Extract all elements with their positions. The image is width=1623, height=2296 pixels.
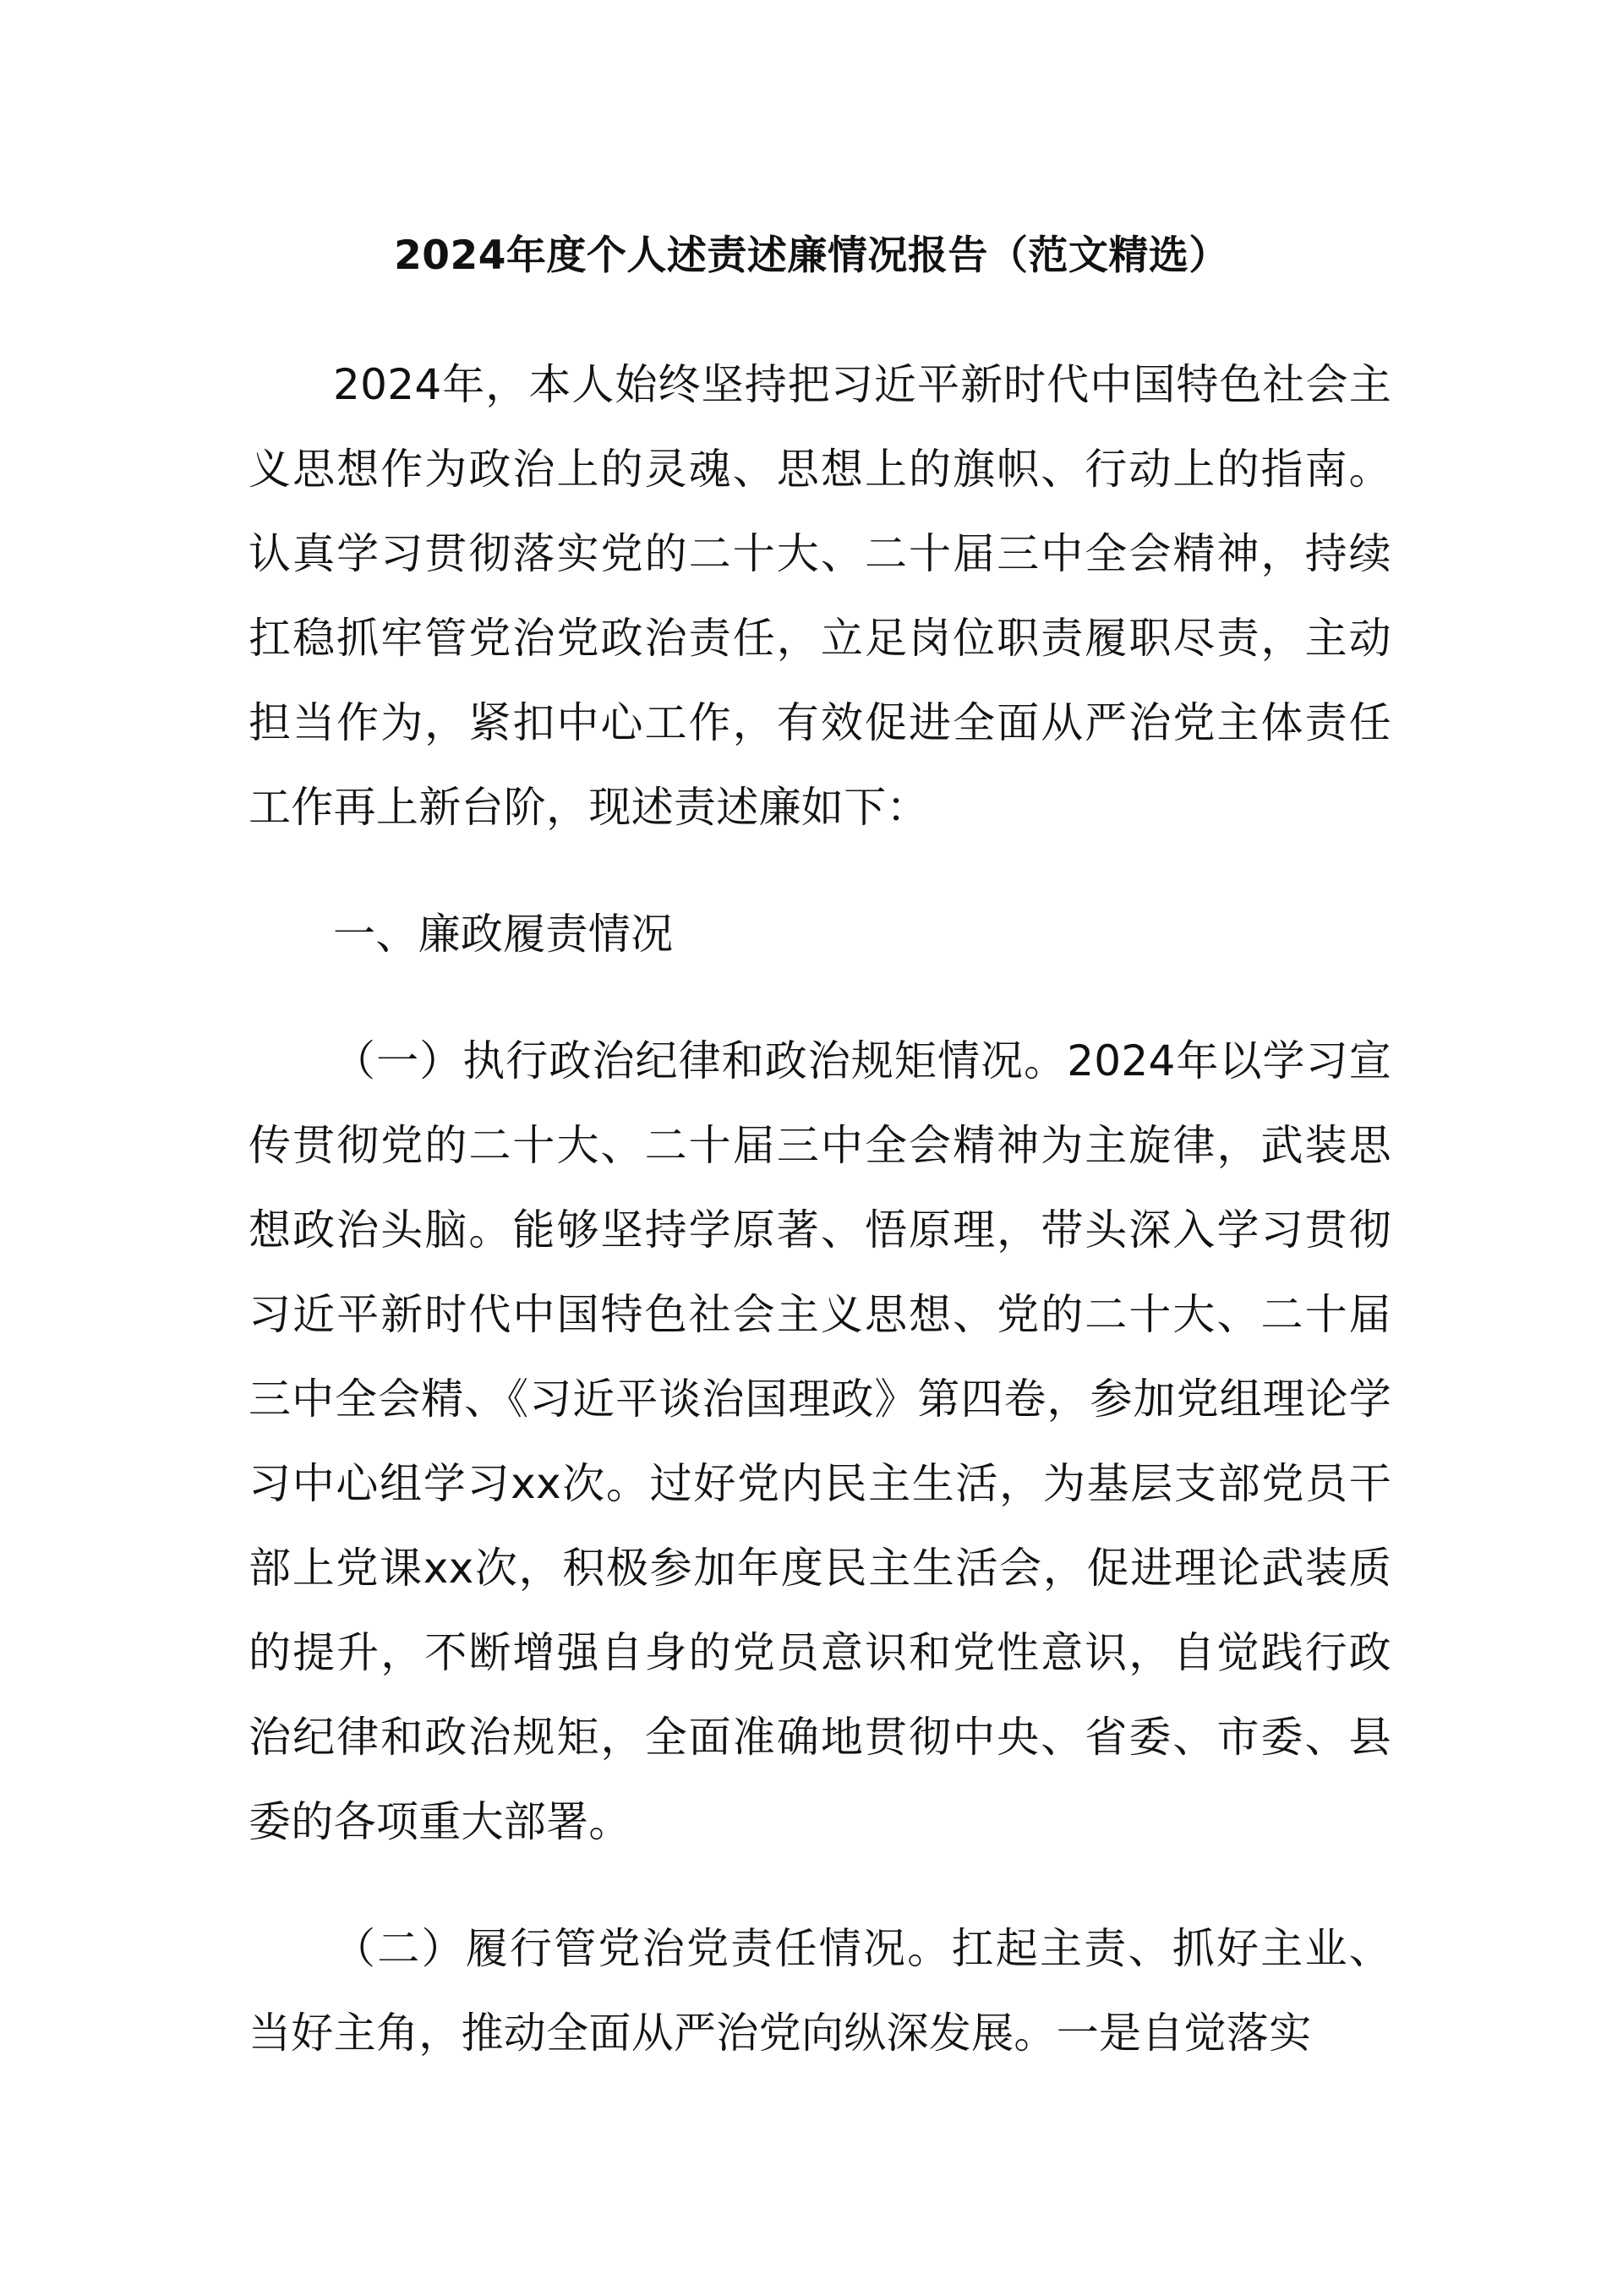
section-paragraph-political-discipline: （一）执行政治纪律和政治规矩情况。2024年以学习宣传贯彻党的二十大、二十届三中全会精神为主旋律，武装思想政治头脑。能够坚持学原著、悟原理，带头深入学习贯彻习近平新时代中国特色社会主义思想、党的二十大、二十届三中全会精、《习近平谈治国理政》第四卷，参加党组理论学习中心组学习xx次。过好党内民主生活，为基层支部党员干部上党课xx次，积极参加年度民主生活会，促进理论武装质的提升，不断增强自身的党员意识和党性意识，自觉践行政治纪律和政治规矩，全面准确地贯彻中央、省委、市委、县委的各项重大部署。 [249,1036,1391,1846]
section-paragraph-party-governance: （二）履行管党治党责任情况。扛起主责、抓好主业、当好主角，推动全面从严治党向纵深发展。一是自觉落实 [249,1924,1391,2058]
intro-paragraph: 2024年，本人始终坚持把习近平新时代中国特色社会主义思想作为政治上的灵魂、思想上的旗帜、行动上的指南。认真学习贯彻落实党的二十大、二十届三中全会精神，持续扛稳抓牢管党治党政治责任，立足岗位职责履职尽责，主动担当作为，紧扣中心工作，有效促进全面从严治党主体责任工作再上新台阶，现述责述廉如下： [249,360,1391,832]
section-heading: 一、廉政履责情况 [333,910,674,959]
document-title: 2024年度个人述责述廉情况报告（范文精选） [394,232,1229,279]
